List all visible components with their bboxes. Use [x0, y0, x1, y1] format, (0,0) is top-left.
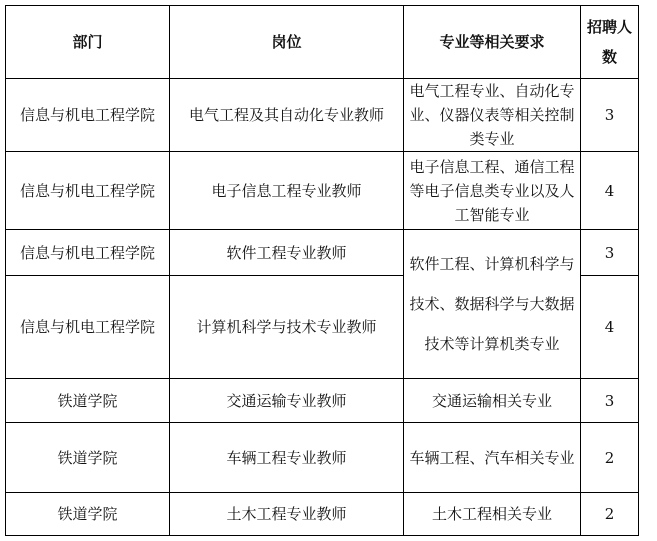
- header-requirement: 专业等相关要求: [404, 6, 581, 79]
- cell-count: 3: [581, 379, 639, 423]
- header-count: 招聘人数: [581, 6, 639, 79]
- cell-position: 电子信息工程专业教师: [170, 152, 404, 230]
- cell-position: 软件工程专业教师: [170, 230, 404, 276]
- cell-requirement: 电子信息工程、通信工程等电子信息类专业以及人工智能专业: [404, 152, 581, 230]
- table-row: [6, 152, 639, 230]
- table-row: [6, 230, 639, 276]
- table-row: [6, 493, 639, 536]
- cell-department: 铁道学院: [6, 423, 170, 493]
- table-header-row: [6, 6, 639, 79]
- cell-count: 4: [581, 276, 639, 379]
- cell-requirement: 电气工程专业、自动化专业、仪器仪表等相关控制类专业: [404, 79, 581, 152]
- cell-position: 电气工程及其自动化专业教师: [170, 79, 404, 152]
- recruitment-table: [5, 5, 639, 536]
- table-row: [6, 423, 639, 493]
- table-row: [6, 379, 639, 423]
- cell-count: 2: [581, 493, 639, 536]
- cell-requirement: 车辆工程、汽车相关专业: [404, 423, 581, 493]
- cell-department: 信息与机电工程学院: [6, 276, 170, 379]
- cell-department: 信息与机电工程学院: [6, 152, 170, 230]
- cell-count: 2: [581, 423, 639, 493]
- cell-count: 4: [581, 152, 639, 230]
- header-position: 岗位: [170, 6, 404, 79]
- table-row: [6, 79, 639, 152]
- cell-position: 交通运输专业教师: [170, 379, 404, 423]
- cell-department: 铁道学院: [6, 379, 170, 423]
- cell-department: 信息与机电工程学院: [6, 79, 170, 152]
- cell-department: 铁道学院: [6, 493, 170, 536]
- cell-requirement: 交通运输相关专业: [404, 379, 581, 423]
- cell-position: 计算机科学与技术专业教师: [170, 276, 404, 379]
- cell-department: 信息与机电工程学院: [6, 230, 170, 276]
- cell-count: 3: [581, 79, 639, 152]
- cell-count: 3: [581, 230, 639, 276]
- cell-position: 土木工程专业教师: [170, 493, 404, 536]
- cell-requirement-merged: 软件工程、计算机科学与技术、数据科学与大数据技术等计算机类专业: [404, 230, 581, 379]
- cell-requirement: 土木工程相关专业: [404, 493, 581, 536]
- header-department: 部门: [6, 6, 170, 79]
- cell-position: 车辆工程专业教师: [170, 423, 404, 493]
